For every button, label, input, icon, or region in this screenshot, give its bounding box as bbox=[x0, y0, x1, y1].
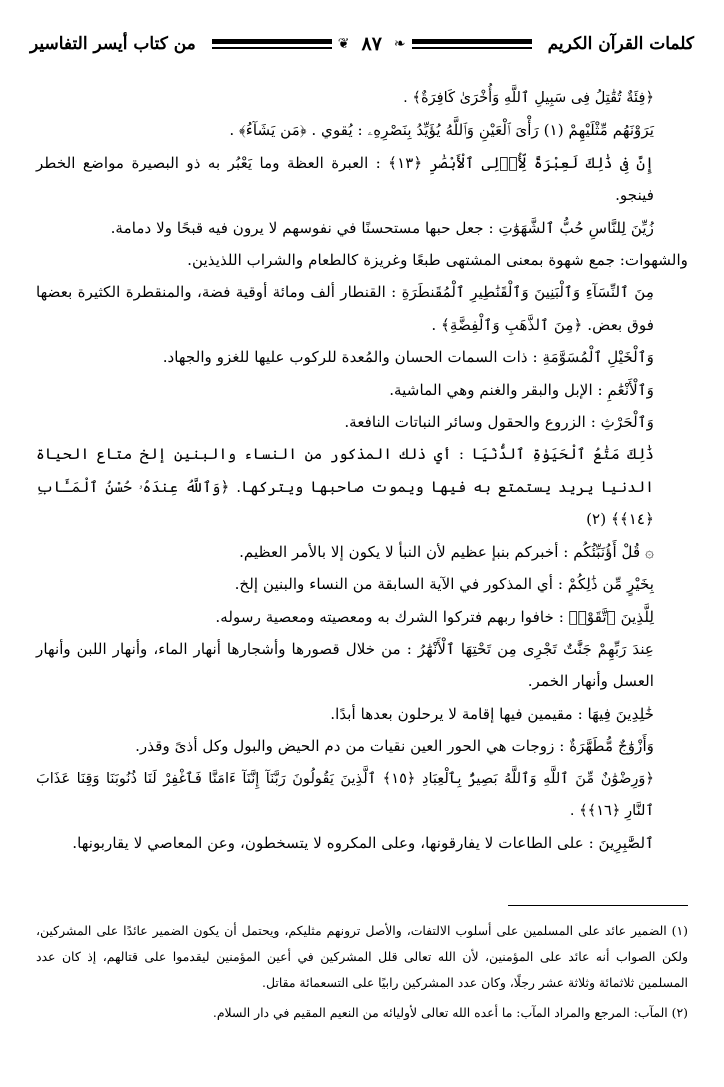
flourish-icon: ❧ bbox=[393, 36, 406, 52]
verse-line: ﴿فِئَةٌ تُقَٰتِلُ فِى سَبِيلِ ٱللَّهِ وَأُخْرَىٰ كَافِرَةٌ﴾ . bbox=[403, 89, 654, 106]
running-title-right: كلمات القرآن الكريم bbox=[547, 34, 694, 54]
gloss-entry: وَٱلْحَرْثِ : الزروع والحقول وسائر النباتات النافعة. bbox=[344, 413, 654, 432]
gloss-entry: ٱلصَّٰبِرِينَ : على الطاعات لا يفارقونها، وعلى المكروه لا يتسخطون، وعن المعاصي لا يقاربونها. bbox=[72, 834, 654, 853]
header-ornament bbox=[212, 33, 532, 55]
page-header bbox=[30, 18, 694, 70]
footnotes bbox=[36, 918, 688, 1026]
ornament-rule-right bbox=[412, 39, 532, 49]
gloss-entry: ۞ قُلْ أَؤُنَبِّئُكُم : أخبركم بنبإ عظيم لأن النبأ لا يكون إلا بالأمر العظيم. bbox=[239, 542, 654, 561]
gloss-entry: خَٰلِدِينَ فِيهَا : مقيمين فيها إقامة لا يرحلون بعدها أبدًا. bbox=[330, 704, 654, 723]
gloss-entry: بِخَيْرٍ مِّن ذَٰلِكُمْ : أي المذكور في الآية السابقة من النساء والبنين إلخ. bbox=[234, 575, 654, 594]
ornament-rule-left bbox=[212, 39, 332, 49]
gloss-entry: مِنَ ٱلنِّسَآءِ وَٱلْبَنِينَ وَٱلْقَنَٰطِيرِ ٱلْمُقَنطَرَةِ : القنطار ألف ومائة أوقية فضة، والمنقطرة الكثيرة بعضها فوق بعض. ﴿مِنَ ٱلذَّهَبِ وَٱلْفِضَّةِ﴾ . bbox=[36, 283, 654, 334]
gloss-entry: إِنَّ فِى ذَٰلِكَ لَعِبْرَةً لِّأُو۟لِى ٱلْأَبْصَٰرِ ﴿١٣﴾ : العبرة العظة وما يَعْبُر به ذو البصيرة مواضع الخطر فينجو. bbox=[36, 153, 654, 205]
footnote-divider bbox=[508, 905, 688, 906]
verse-line: ﴿وَرِضْوَٰنٌ مِّنَ ٱللَّهِ وَٱللَّهُ بَصِيرٌۢ بِٱلْعِبَادِ ﴿١٥﴾ ٱلَّذِينَ يَقُولُونَ رَبَّنَآ إِنَّنَآ ءَامَنَّا فَٱغْفِرْ لَنَا ذُنُوبَنَا وَقِنَا عَذَابَ ٱلنَّارِ ﴿١٦﴾﴾ . bbox=[36, 769, 654, 819]
footnote-2: (٢) المآب: المرجع والمراد المآب: ما أعده الله تعالى لأوليائه من النعيم المقيم في دار السلام. bbox=[212, 1005, 688, 1020]
gloss-entry: عِندَ رَبِّهِمْ جَنَّٰتٌ تَجْرِى مِن تَحْتِهَا ٱلْأَنْهَٰرُ : من خلال قصورها وأشجارها أنهار الماء، وأنهار اللبن وأنهار العسل وأنهار الخمر. bbox=[36, 639, 654, 691]
gloss-entry: وَٱلْأَنْعَٰمِ : الإبل والبقر والغنم وهي الماشية. bbox=[389, 380, 654, 399]
flourish-icon: ❦ bbox=[337, 36, 350, 52]
page-number: ٨٧ bbox=[361, 33, 382, 55]
gloss-entry: وَٱلْخَيْلِ ٱلْمُسَوَّمَةِ : ذات السمات الحسان والمُعدة للركوب عليها للغزو والجهاد. bbox=[162, 348, 654, 367]
gloss-entry: وَأَزْوَٰجٌ مُّطَهَّرَةٌ : زوجات هي الحور العين نقيات من دم الحيض والبول وكل أذىً وقذر. bbox=[135, 737, 654, 756]
gloss-entry: زُيِّنَ لِلنَّاسِ حُبُّ ٱلشَّهَوَٰتِ : جعل حبها مستحسنًا في نفوسهم لا يرون فيه قبحًا ولا دمامة. bbox=[110, 218, 654, 237]
gloss-entry: والشهوات: جمع شهوة بمعنى المشتهى طبعًا وغريزة كالطعام والشراب اللذيذين. bbox=[187, 251, 688, 270]
running-title-left: من كتاب أيسر التفاسير bbox=[30, 34, 196, 54]
gloss-entry: ذَٰلِكَ مَتَٰعُ ٱلْحَيَوٰةِ ٱلدُّنْيَا : أي ذلك المذكور من النساء والبنين إلخ متاع الحياة الدنيا يريد يستمتع به فيها ويموت صاحبها ويتركها. ﴿وَٱللَّهُ عِندَهُۥ حُسْنُ ٱلْمَـَٔابِ ﴿١٤﴾﴾ (٢) bbox=[36, 445, 654, 529]
gloss-entry: لِلَّذِينَ ٱتَّقَوْا۟ : خافوا ربهم فتركوا الشرك به ومعصيته ومعصية رسوله. bbox=[215, 607, 654, 626]
gloss-entry: يَرَوْنَهُم مِّثْلَيْهِمْ (١) رَأْىَ ٱلْعَيْنِ وَٱللَّهُ يُؤَيِّدُ بِنَصْرِهِۦ : يُقوي . ﴿مَن يَشَآءُ﴾ . bbox=[229, 121, 654, 140]
commentary-body bbox=[36, 82, 688, 860]
footnote-1: (١) الضمير عائد على المسلمين على أسلوب الالتفات، والأصل ترونهم مثليكم، ويحتمل أن يكون الضمير عائدًا على المشركين، ولكن الصواب أنه عائد على المؤمنين، لأن الله تعالى قلل المشركين في أعين المؤمنين ليقدموا على قتالهم، إذ كان عدد المسلمين ثلاثمائة وثلاثة عشر رجلًا، وكان عدد المشركين رابيًا على التسعمائة مقاتل. bbox=[36, 923, 688, 990]
